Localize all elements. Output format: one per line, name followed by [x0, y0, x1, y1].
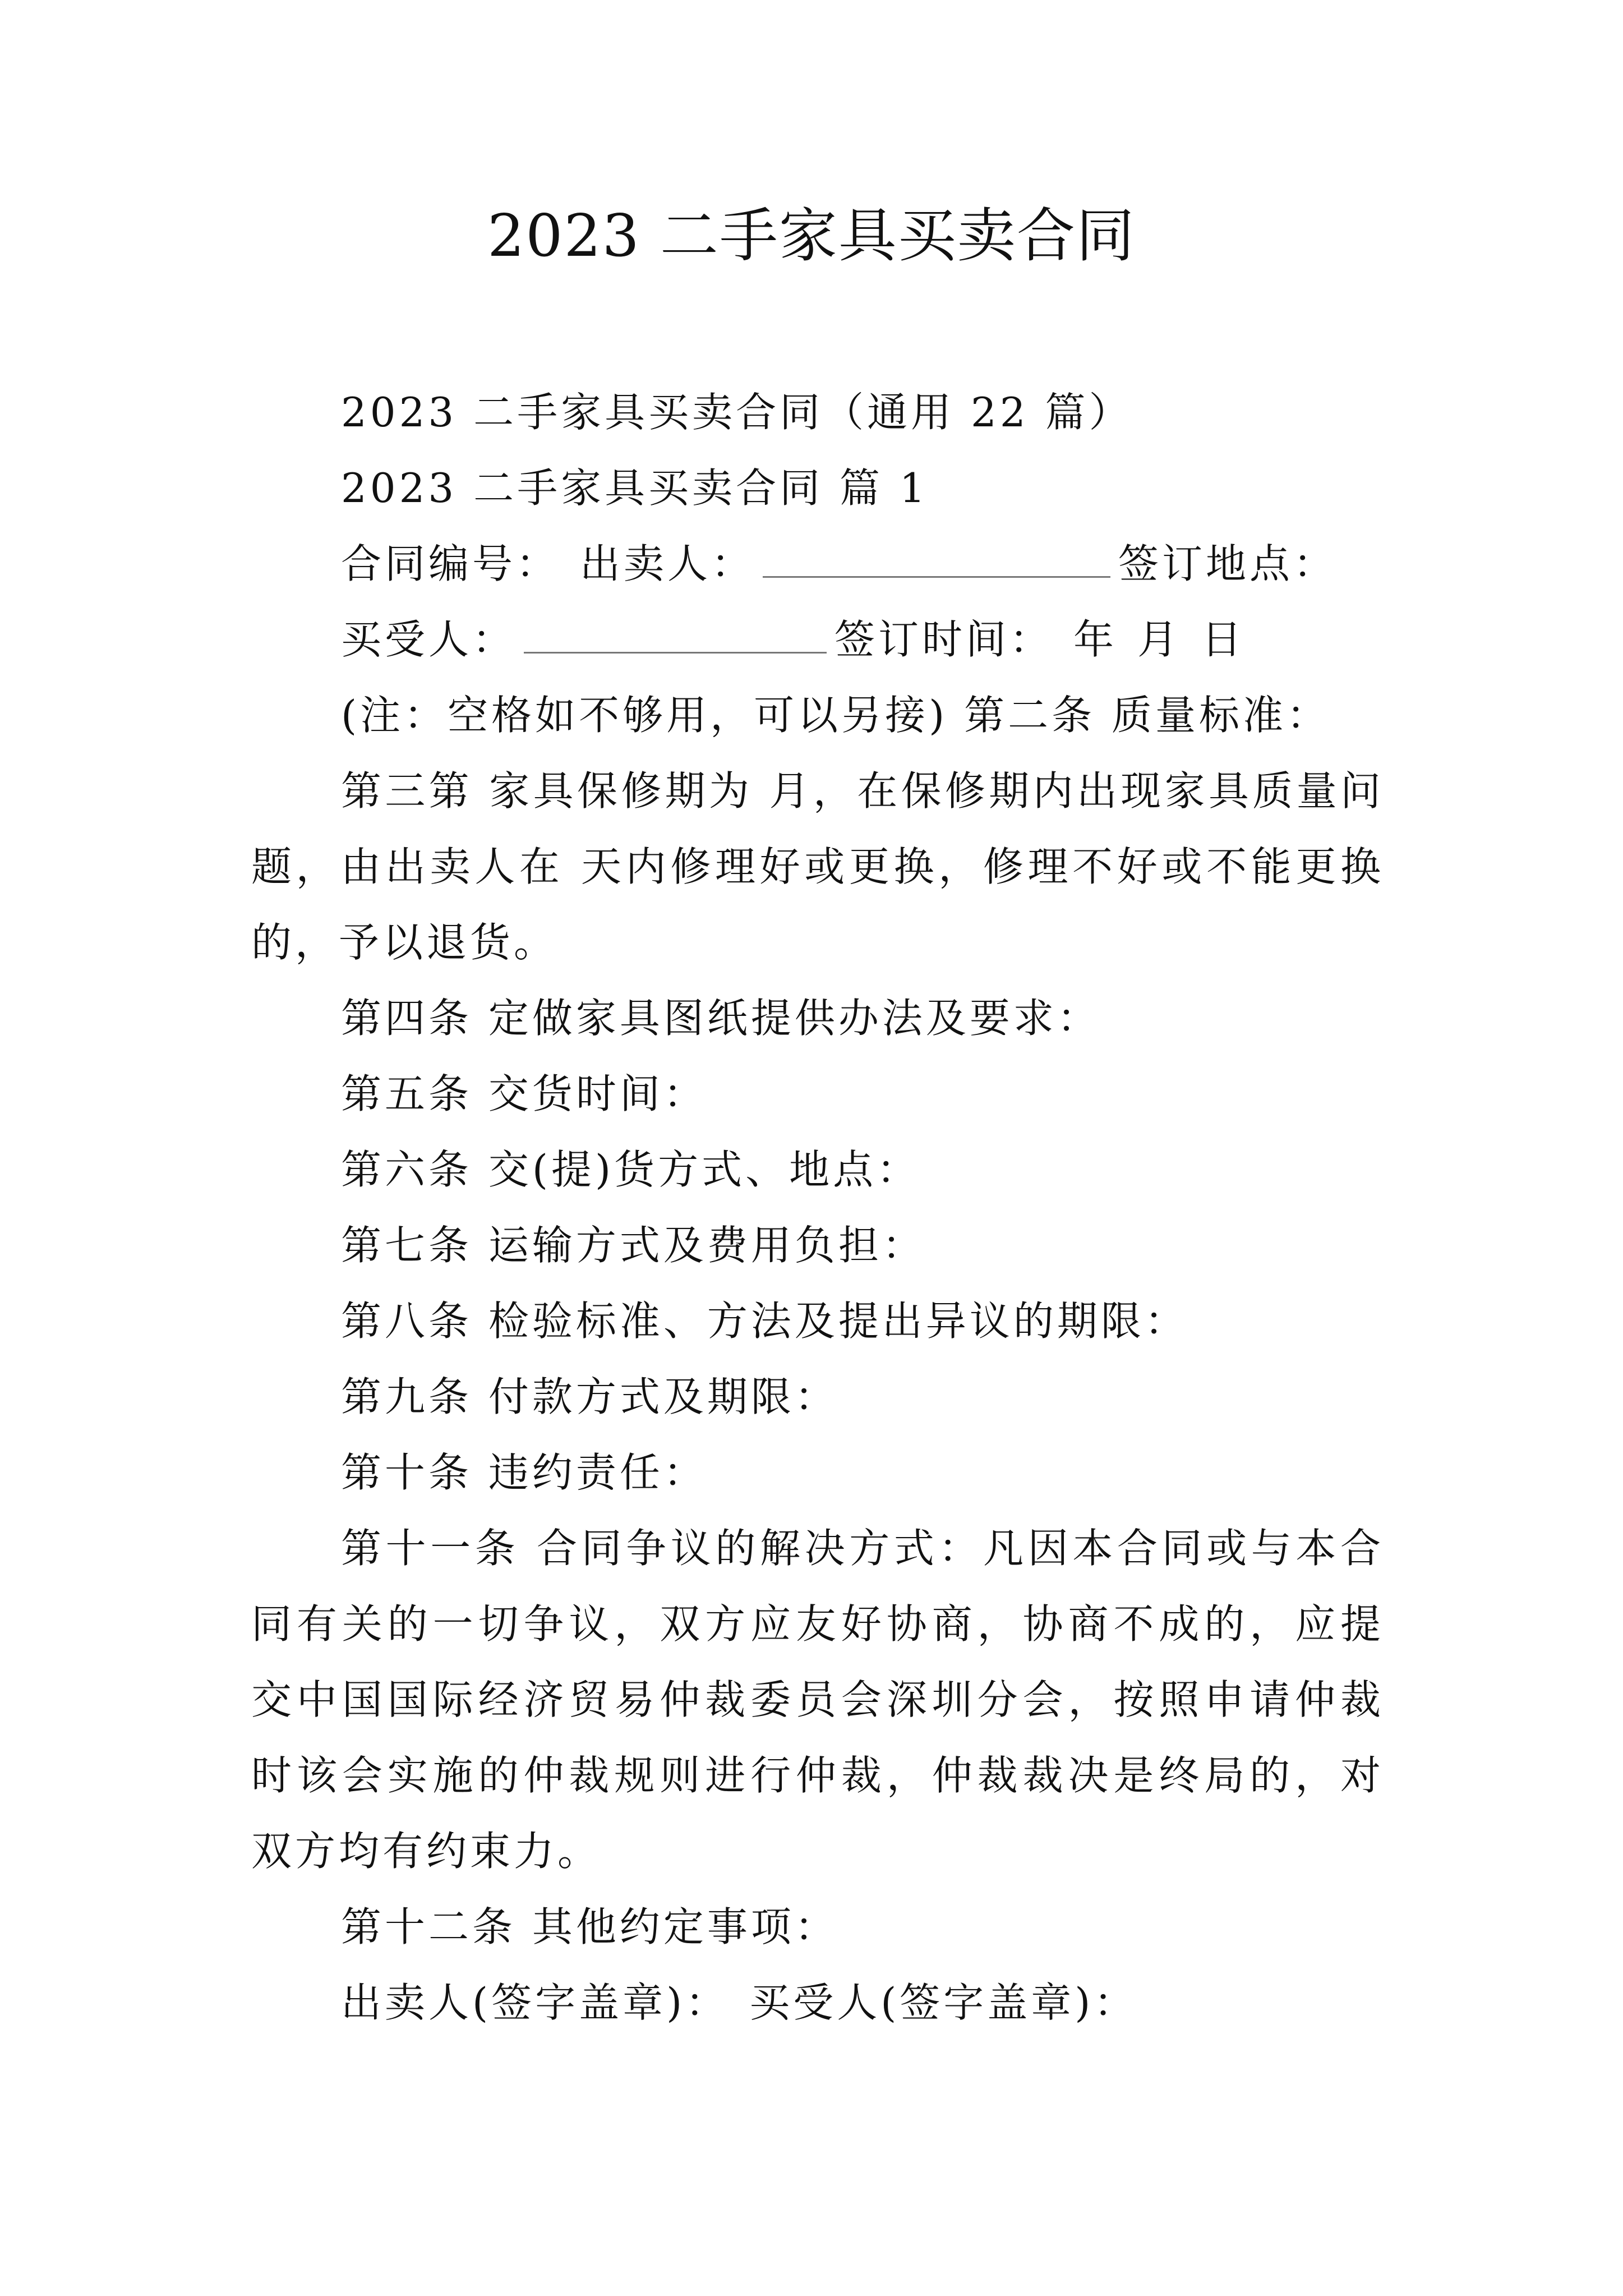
article-4: 第四条 定做家具图纸提供办法及要求：: [341, 995, 1101, 1042]
article-5: 第五条 交货时间：: [341, 1070, 707, 1117]
article-3: 第三第 家具保修期为 月，在保修期内出现家具质量问题，由出卖人在 天内修理好或更换，修理不好或不能更换的，予以退货。: [251, 767, 1384, 966]
sign-place-label: 签订地点：: [1118, 540, 1338, 587]
document-body: [251, 375, 1384, 2041]
signature-seller: 出卖人(签字盖章)：: [341, 1979, 730, 2026]
subtitle: 2023 二手家具买卖合同（通用 22 篇）: [341, 389, 1133, 436]
date-month: 月: [1137, 616, 1182, 663]
contract-info-line: [251, 526, 1384, 602]
document-title: 2023 二手家具买卖合同: [487, 201, 1136, 270]
article-6: 第六条 交(提)货方式、地点：: [341, 1146, 921, 1193]
article-8: 第八条 检验标准、方法及提出异议的期限：: [341, 1297, 1188, 1345]
buyer-info-line: [251, 602, 1384, 678]
signature-buyer: 买受人(签字盖章)：: [749, 1979, 1138, 2026]
article-12: 第十二条 其他约定事项：: [341, 1903, 838, 1950]
article-10: 第十条 违约责任：: [341, 1449, 707, 1496]
buyer-label: 买受人：: [341, 616, 517, 663]
buyer-blank: [524, 619, 827, 654]
seller-label: 出卖人：: [580, 540, 755, 587]
note-line: (注：空格如不够用，可以另接) 第二条 质量标准：: [341, 692, 1330, 739]
date-day: 日: [1201, 616, 1246, 663]
signature-line: [251, 1965, 1384, 2041]
article-9: 第九条 付款方式及期限：: [341, 1373, 838, 1420]
contract-number-label: 合同编号：: [341, 540, 560, 587]
section-heading: 2023 二手家具买卖合同 篇 1: [341, 464, 929, 512]
article-7: 第七条 运输方式及费用负担：: [341, 1222, 926, 1269]
seller-blank: [763, 544, 1110, 578]
date-year: 年: [1073, 616, 1118, 663]
article-11: 第十一条 合同争议的解决方式：凡因本合同或与本合同有关的一切争议，双方应友好协商，协商不成的，应提交中国国际经济贸易仲裁委员会深圳分会，按照申请仲裁时该会实施的仲裁规则进行仲裁，仲裁裁决是终局的，对双方均有约束力。: [251, 1525, 1384, 1875]
sign-time-label: 签订时间：: [834, 616, 1054, 663]
